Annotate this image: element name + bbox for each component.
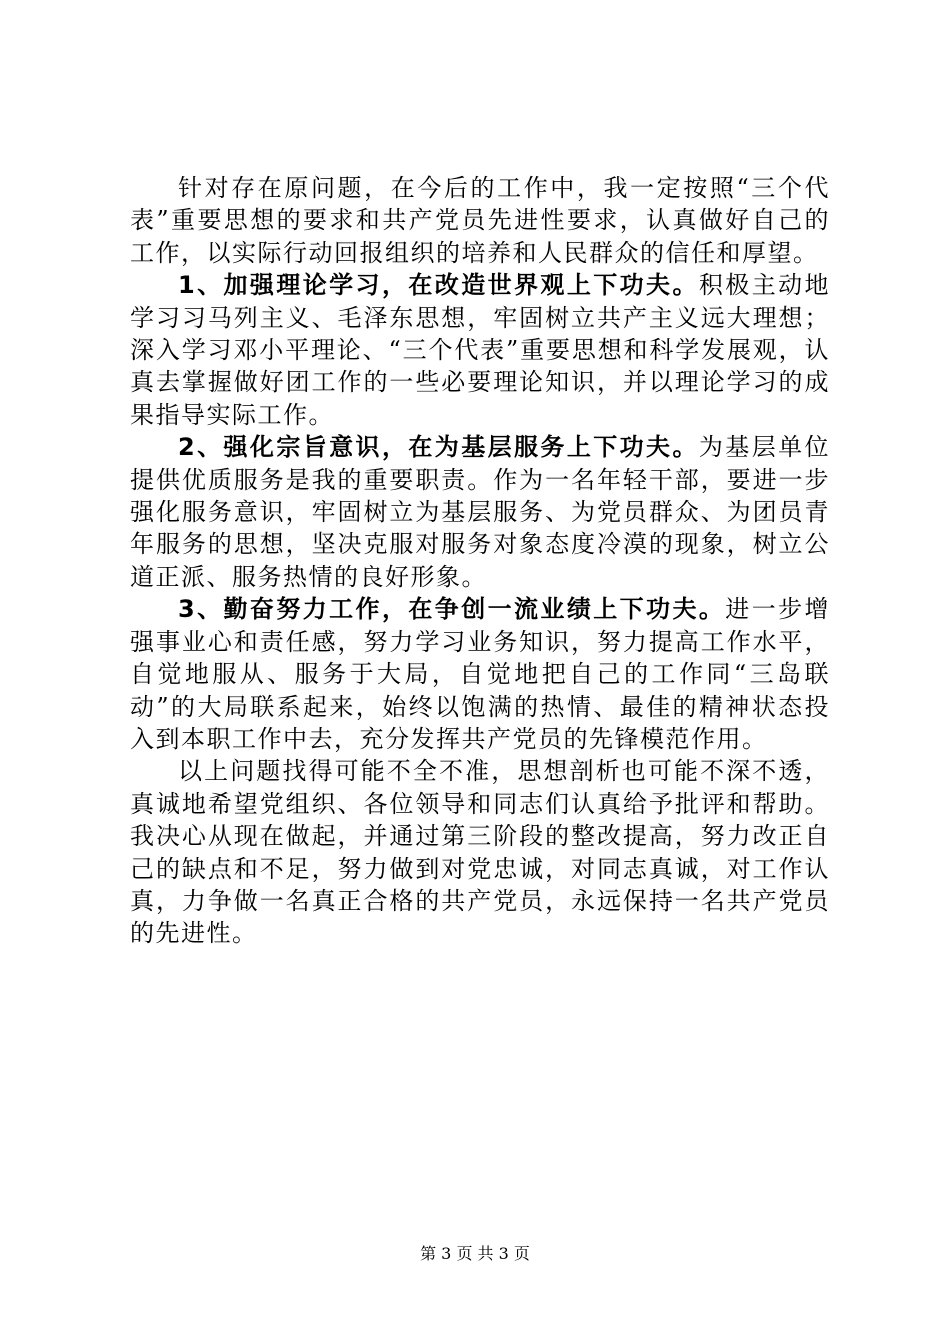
item-text-2: 为基层单位提供优质服务是我的重要职责。作为一名年轻干部，要进一步强化服务意识，牢固树立为基层服务、为党员群众、为团员青年服务的思想，坚决克服对服务对象态度冷漠的现象，树立公道正派、服务热情的良好形象。 bbox=[130, 433, 831, 591]
document-body bbox=[130, 172, 830, 950]
item-heading-1: 1、加强理论学习，在改造世界观上下功夫。 bbox=[178, 271, 699, 300]
item-paragraph-2 bbox=[130, 431, 830, 593]
item-heading-2: 2、强化宗旨意识，在为基层服务上下功夫。 bbox=[178, 433, 699, 462]
closing-paragraph: 以上问题找得可能不全不准，思想剖析也可能不深不透，真诚地希望党组织、各位领导和同志们认真给予批评和帮助。我决心从现在做起，并通过第三阶段的整改提高，努力改正自己的缺点和不足，努力做到对党忠诚，对同志真诚，对工作认真，力争做一名真正合格的共产党员，永远保持一名共产党员的先进性。 bbox=[130, 757, 830, 948]
intro-paragraph: 针对存在原问题，在今后的工作中，我一定按照“三个代表”重要思想的要求和共产党员先进性要求，认真做好自己的工作，以实际行动回报组织的培养和人民群众的信任和厚望。 bbox=[130, 174, 830, 267]
item-heading-3: 3、勤奋努力工作，在争创一流业绩上下功夫。 bbox=[178, 595, 726, 624]
page-footer: 第 3 页 共 3 页 bbox=[420, 1244, 530, 1263]
item-text-1: 积极主动地学习习马列主义、毛泽东思想，牢固树立共产主义远大理想；深入学习邓小平理论、“三个代表”重要思想和科学发展观，认真去掌握做好团工作的一些必要理论知识，并以理论学习的成果指导实际工作。 bbox=[130, 271, 831, 429]
item-text-3: 进一步增强事业心和责任感，努力学习业务知识，努力提高工作水平，自觉地服从、服务于大局，自觉地把自己的工作同“三岛联动”的大局联系起来，始终以饱满的热情、最佳的精神状态投入到本职工作中去，充分发挥共产党员的先锋模范作用。 bbox=[130, 595, 831, 753]
item-paragraph-3 bbox=[130, 593, 830, 755]
item-paragraph-1 bbox=[130, 269, 830, 431]
